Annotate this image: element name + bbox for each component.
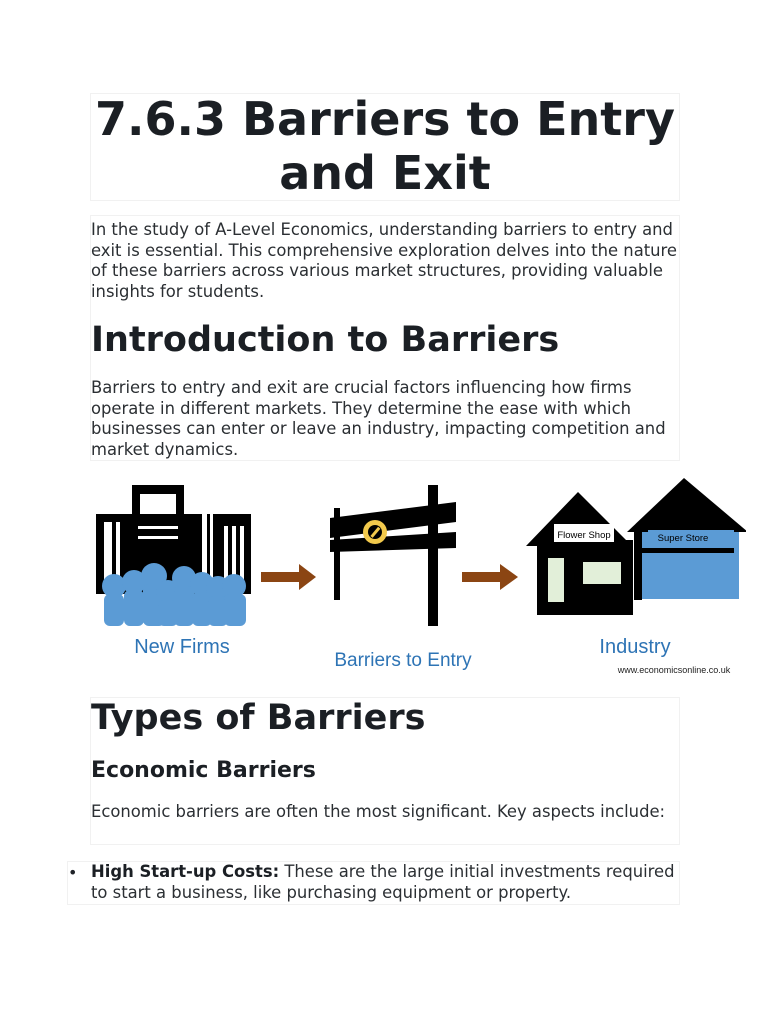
list-item-description: These are the large initial investments required to start a business, like purchasing equipment or property. bbox=[91, 862, 675, 902]
barrier-gate-icon bbox=[330, 485, 456, 626]
intro-paragraph: In the study of A-Level Economics, understanding barriers to entry and exit is essential. This comprehensive exploration delves into the nature of these barriers across various market structures, providing valuable insights for students. bbox=[91, 220, 678, 301]
introduction-paragraph: Barriers to entry and exit are crucial factors influencing how firms operate in different markets. They determine the ease with which businesses can enter or leave an industry, impacting competition and market dynamics. bbox=[91, 378, 666, 459]
list-item-term: High Start-up Costs: bbox=[91, 862, 280, 881]
subheading-economic-barriers: Economic Barriers bbox=[91, 758, 316, 783]
label-super-store: Super Store bbox=[657, 533, 709, 544]
page-title: 7.6.3 Barriers to Entry and Exit bbox=[95, 92, 675, 200]
label-new-firms: New Firms bbox=[134, 636, 230, 658]
barriers-diagram bbox=[86, 470, 746, 685]
list-item bbox=[91, 862, 681, 903]
label-flower-shop: Flower Shop bbox=[557, 530, 611, 541]
section-heading-introduction: Introduction to Barriers bbox=[91, 320, 560, 360]
label-source: www.economicsonline.co.uk bbox=[617, 665, 731, 675]
label-industry: Industry bbox=[599, 636, 671, 658]
economic-barriers-paragraph: Economic barriers are often the most significant. Key aspects include: bbox=[91, 802, 666, 821]
flower-shop-icon bbox=[526, 492, 633, 615]
section-heading-types: Types of Barriers bbox=[91, 698, 426, 738]
label-barriers-to-entry: Barriers to Entry bbox=[334, 650, 472, 671]
arrow-right-icon-2 bbox=[462, 564, 518, 590]
arrow-right-icon-1 bbox=[261, 564, 316, 590]
bullet-dot: • bbox=[68, 863, 78, 882]
